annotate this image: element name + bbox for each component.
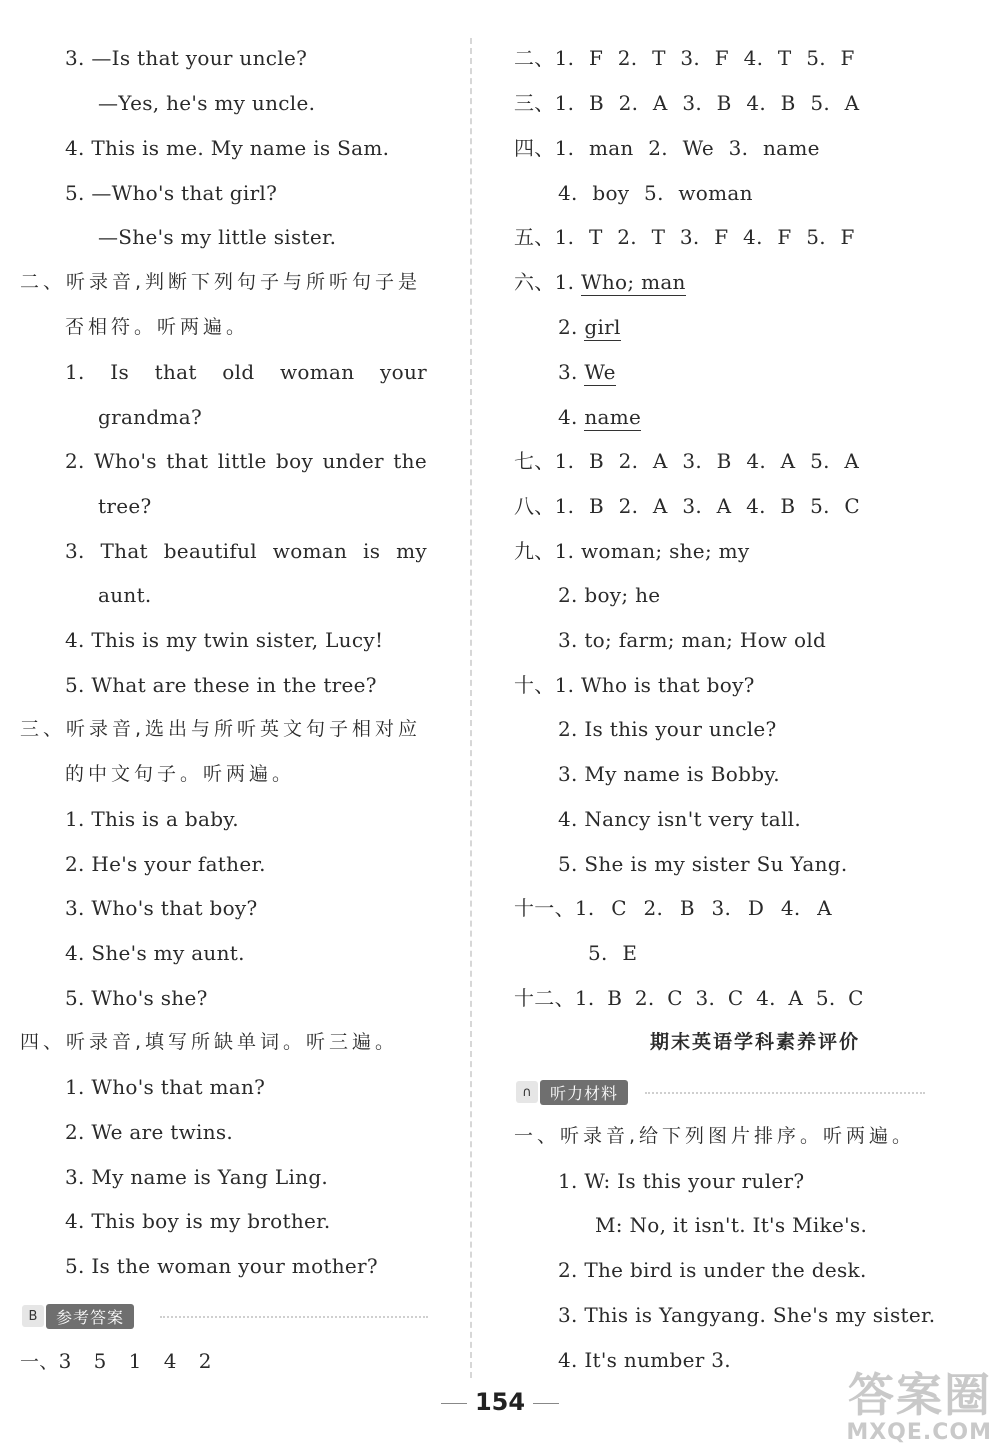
answer-row: 2. girl	[558, 315, 621, 339]
text-line: tree?	[98, 494, 152, 518]
justified-line: 1. Is that old woman your	[65, 360, 427, 384]
page-number: 154	[0, 1388, 1000, 1416]
watermark-logo: 答案圈	[848, 1368, 992, 1422]
listening-tag	[516, 1079, 628, 1105]
answer-row: 十、1. Who is that boy?	[514, 673, 755, 697]
section-heading: 否相符。听两遍。	[65, 316, 250, 338]
answer-row: 九、1. woman; she; my	[514, 539, 750, 563]
section-heading: 四、听录音,填写所缺单词。听三遍。	[20, 1031, 399, 1053]
answer-row: 十二、1. B 2. C 3. C 4. A 5. C	[514, 986, 864, 1010]
listening-tag-label: 听力材料	[540, 1080, 628, 1105]
answer-row: 三、1. B 2. A 3. B 4. B 5. A	[514, 91, 860, 115]
text-line: 2. He's your father.	[65, 852, 266, 876]
section-heading: 三、听录音,选出与所听英文句子相对应	[20, 718, 422, 740]
text-line: 5. Who's she?	[65, 986, 208, 1010]
answer-row: 十一、1. C 2. B 3. D 4. A	[514, 896, 832, 920]
text-line: 4. This is my twin sister, Lucy!	[65, 628, 384, 652]
text-line: 5. —Who's that girl?	[65, 181, 278, 205]
answer-row: 四、1. man 2. We 3. name	[514, 136, 820, 160]
text-line: M: No, it isn't. It's Mike's.	[595, 1213, 868, 1237]
headphones-icon: ∩	[516, 1081, 538, 1103]
text-line: 1. This is a baby.	[65, 807, 239, 831]
section-title: 期末英语学科素养评价	[649, 1031, 860, 1053]
dotted-rule	[645, 1092, 925, 1094]
answer-row: 六、1. Who; man	[514, 270, 686, 294]
justified-line: 2. Who's that little boy under the	[65, 449, 427, 473]
text-line: 3. My name is Yang Ling.	[65, 1165, 329, 1189]
section-heading: 一、听录音,给下列图片排序。听两遍。	[514, 1125, 916, 1147]
answer-tag-label: 参考答案	[46, 1304, 134, 1329]
text-line: —She's my little sister.	[98, 225, 337, 249]
text-line: 5. What are these in the tree?	[65, 673, 377, 697]
text-line: 3. —Is that your uncle?	[65, 46, 308, 70]
justified-line: 3. That beautiful woman is my	[65, 539, 427, 563]
text-line: 1. Who's that man?	[65, 1075, 266, 1099]
text-line: 2. We are twins.	[65, 1120, 234, 1144]
section-heading: 的中文句子。听两遍。	[65, 763, 296, 785]
answer-row: 一、3 5 1 4 2	[20, 1349, 212, 1373]
answer-row: 3. to; farm; man; How old	[558, 628, 827, 652]
text-line: 2. The bird is under the desk.	[558, 1258, 867, 1282]
answer-tag	[22, 1303, 134, 1329]
text-line: 4. It's number 3.	[558, 1348, 731, 1372]
text-line: 4. This is me. My name is Sam.	[65, 136, 390, 160]
column-divider	[470, 38, 472, 1378]
text-line: 3. This is Yangyang. She's my sister.	[558, 1303, 936, 1327]
text-line: 4. This boy is my brother.	[65, 1209, 331, 1233]
answer-row: 八、1. B 2. A 3. A 4. B 5. C	[514, 494, 861, 518]
text-line: 5. Is the woman your mother?	[65, 1254, 378, 1278]
section-heading: 二、听录音,判断下列句子与所听句子是	[20, 271, 422, 293]
book-icon: B	[22, 1305, 44, 1327]
text-line: —Yes, he's my uncle.	[98, 91, 316, 115]
answer-row: 5. She is my sister Su Yang.	[558, 852, 848, 876]
text-line: 1. W: Is this your ruler?	[558, 1169, 805, 1193]
watermark-url: MXQE.COM	[846, 1420, 992, 1445]
watermark	[846, 1370, 992, 1445]
dotted-rule	[160, 1316, 428, 1318]
answer-row: 5. E	[588, 941, 638, 965]
answer-row: 4. Nancy isn't very tall.	[558, 807, 801, 831]
answer-row: 七、1. B 2. A 3. B 4. A 5. A	[514, 449, 860, 473]
answer-row: 2. Is this your uncle?	[558, 717, 777, 741]
answer-row: 2. boy; he	[558, 583, 661, 607]
text-line: grandma?	[98, 405, 202, 429]
answer-row: 4. boy 5. woman	[558, 181, 753, 205]
answer-row: 五、1. T 2. T 3. F 4. F 5. F	[514, 225, 855, 249]
answer-row: 4. name	[558, 405, 642, 429]
answer-row: 3. My name is Bobby.	[558, 762, 780, 786]
text-line: 3. Who's that boy?	[65, 896, 258, 920]
answer-row: 3. We	[558, 360, 616, 384]
text-line: 4. She's my aunt.	[65, 941, 245, 965]
answer-row: 二、1. F 2. T 3. F 4. T 5. F	[514, 46, 855, 70]
text-line: aunt.	[98, 583, 152, 607]
